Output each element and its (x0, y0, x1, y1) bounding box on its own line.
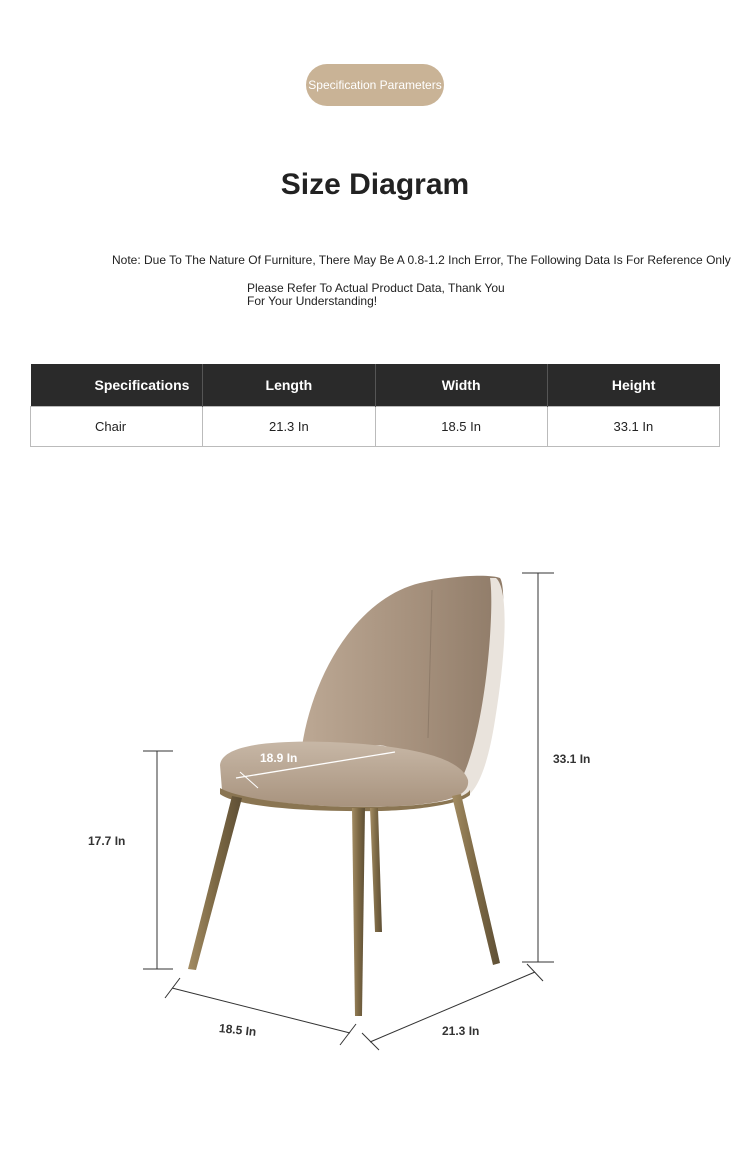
total-height-label: 33.1 In (553, 752, 591, 766)
seat-depth-label: 18.9 In (260, 751, 298, 765)
cell-chair: Chair (31, 407, 203, 447)
pill-label: Specification Parameters (308, 78, 442, 92)
cell-width: 18.5 In (375, 407, 547, 447)
chair-illustration (0, 540, 750, 1100)
leg-back-center (370, 808, 382, 932)
leg-back-right (452, 794, 500, 965)
page-title: Size Diagram (280, 168, 470, 201)
note-block (247, 282, 567, 308)
width-label: 18.5 In (218, 1021, 257, 1039)
note-line-3: For Your Understanding! (247, 294, 378, 308)
width-line (172, 988, 350, 1033)
header-length: Length (203, 364, 375, 407)
header-specifications: Specifications (31, 364, 203, 407)
leg-front-left (188, 796, 242, 970)
cell-height: 33.1 In (547, 407, 719, 447)
leg-front-center (352, 808, 365, 1016)
note-line-1: Note: Due To The Nature Of Furniture, There May Be A 0.8-1.2 Inch Error, The Following Data Is For Reference Only (112, 253, 731, 267)
note-line-2: Please Refer To Actual Product Data, Thank You (247, 281, 505, 295)
header-height: Height (547, 364, 719, 407)
table-row (31, 407, 720, 447)
table-header-row (31, 364, 720, 407)
seat-height-label: 17.7 In (88, 834, 126, 848)
header-width: Width (375, 364, 547, 407)
specification-parameters-badge (306, 64, 444, 106)
specification-table (30, 364, 720, 447)
cell-length: 21.3 In (203, 407, 375, 447)
length-label: 21.3 In (442, 1024, 480, 1038)
